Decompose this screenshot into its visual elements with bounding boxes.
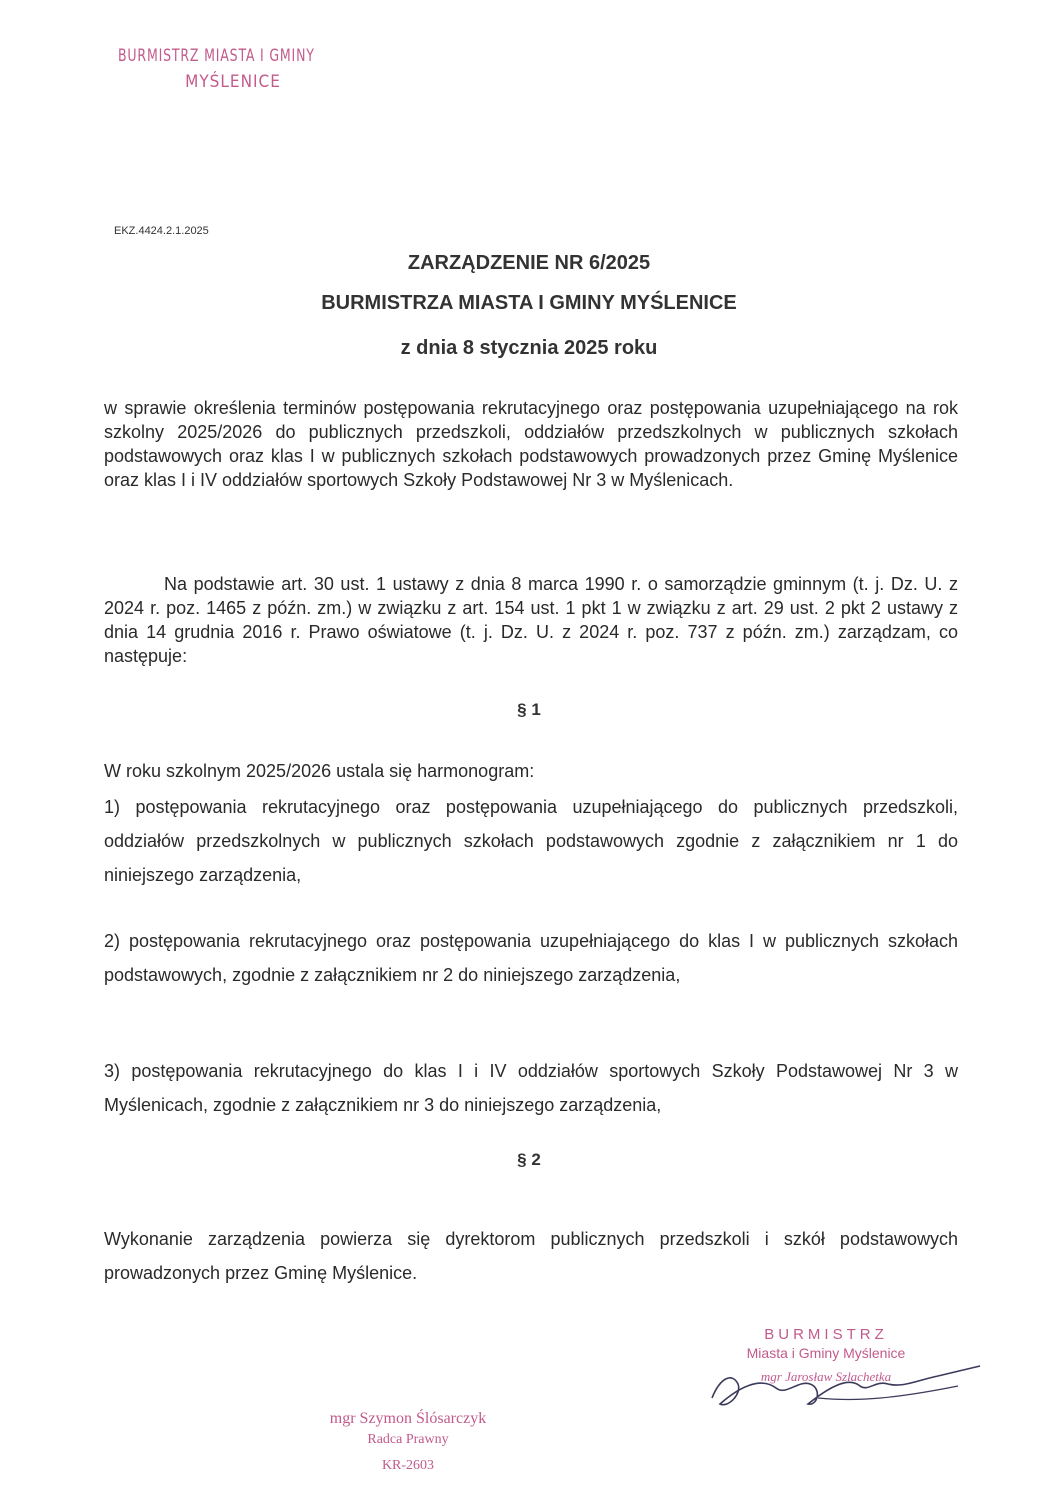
section-2-text: Wykonanie zarządzenia powierza się dyrektorom publicznych przedszkoli i szkół podstawowych prowadzonych przez Gminę Myślenice. <box>104 1229 958 1283</box>
section-1-item-2: 2) postępowania rekrutacyjnego oraz postępowania uzupełniającego do klas I w publicznych szkołach podstawowych, zgodnie z załącznikiem nr 2 do niniejszego zarządzenia, <box>104 931 958 985</box>
section-2-mark: § 2 <box>517 1150 541 1169</box>
mayor-stamp-subtitle: Miasta i Gminy Myślenice <box>746 1345 906 1361</box>
document-date: z dnia 8 stycznia 2025 roku <box>400 337 658 359</box>
section-1-item-3: 3) postępowania rekrutacyjnego do klas I i IV oddziałów sportowych Szkoły Podstawowej Nr 3 w Myślenicach, zgodnie z załącznikiem nr 3 do niniejszego zarządzenia, <box>104 1061 958 1115</box>
mayor-stamp-title: BURMISTRZ <box>764 1326 888 1343</box>
mayor-stamp-name: mgr Jarosław Szlachetka <box>760 1369 892 1384</box>
legal-advisor-stamp <box>288 1410 528 1474</box>
handwritten-signature <box>698 1358 998 1418</box>
office-stamp-line2: MYŚLENICE <box>185 72 281 92</box>
legal-advisor-name: mgr Szymon Ślósarczyk <box>329 1410 487 1427</box>
office-stamp <box>118 44 348 94</box>
section-1-intro: W roku szkolnym 2025/2026 ustala się harmonogram: <box>104 761 535 781</box>
office-stamp-line1: BURMISTRZ MIASTA I GMINY <box>118 46 315 66</box>
legal-advisor-role: Radca Prawny <box>367 1432 449 1447</box>
document-title: ZARZĄDZENIE NR 6/2025 <box>407 252 651 274</box>
case-number: EKZ.4424.2.1.2025 <box>114 225 209 237</box>
section-1-mark: § 1 <box>517 700 541 719</box>
document-issuer: BURMISTRZA MIASTA I GMINY MYŚLENICE <box>321 292 737 314</box>
document-subject: w sprawie określenia terminów postępowania rekrutacyjnego oraz postępowania uzupełniającego na rok szkolny 2025/2026 do publicznych przedszkoli, oddziałów przedszkolnych w publicznych szkołach podstawowych oraz klas I w publicznych szkołach podstawowych prowadzonych przez Gminę Myślenice oraz klas I i IV oddziałów sportowych Szkoły Podstawowej Nr 3 w Myślenicach. <box>104 398 958 490</box>
legal-advisor-number: KR-2603 <box>381 1458 435 1473</box>
section-1-item-1: 1) postępowania rekrutacyjnego oraz postępowania uzupełniającego do publicznych przedszkoli, oddziałów przedszkolnych w publicznych szkołach podstawowych zgodnie z załącznikiem nr 1 do niniejszego zarządzenia, <box>104 797 958 885</box>
legal-basis: Na podstawie art. 30 ust. 1 ustawy z dnia 8 marca 1990 r. o samorządzie gminnym (t. j. Dz. U. z 2024 r. poz. 1465 z późn. zm.) w związku z art. 154 ust. 1 pkt 1 w związku z art. 29 ust. 2 pkt 2 ustawy z dnia 14 grudnia 2016 r. Prawo oświatowe (t. j. Dz. U. z 2024 r. poz. 737 z późn. zm.) zarządzam, co następuje: <box>104 574 958 666</box>
